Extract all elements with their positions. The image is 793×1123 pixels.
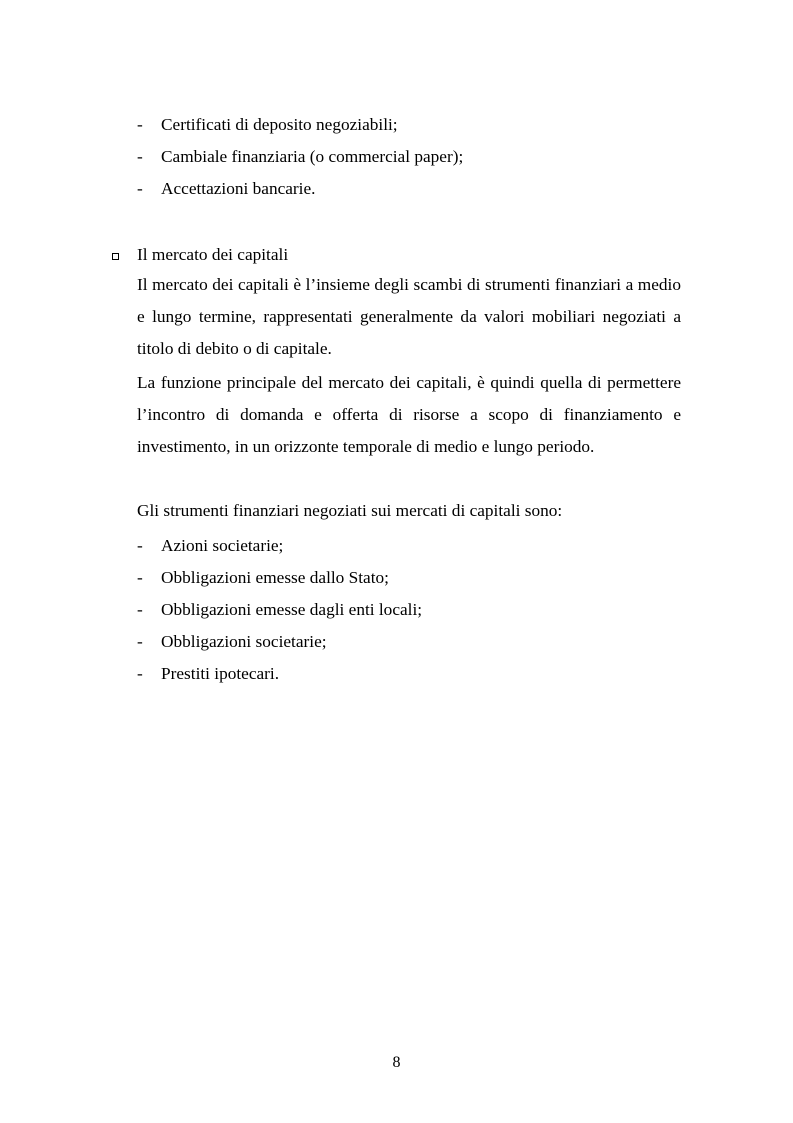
page-number: 8 — [392, 1054, 401, 1071]
list-item-text: Azioni societarie; — [161, 536, 284, 555]
list-item — [136, 173, 696, 205]
dash-bullet: - — [137, 632, 143, 651]
dash-bullet: - — [137, 179, 143, 198]
list-item — [136, 141, 696, 173]
paragraph-instruments-intro: Gli strumenti finanziari negoziati sui mercati di capitali sono: — [137, 501, 563, 520]
dash-bullet: - — [137, 536, 143, 555]
list-item-text: Accettazioni bancarie. — [161, 179, 316, 198]
dash-bullet: - — [137, 664, 143, 683]
list-item-text: Cambiale finanziaria (o commercial paper); — [161, 147, 464, 166]
dash-bullet: - — [137, 147, 143, 166]
list-item — [136, 109, 696, 141]
list-item — [136, 594, 696, 626]
dash-bullet: - — [137, 568, 143, 587]
list-item — [136, 626, 696, 658]
list-item-text: Obbligazioni emesse dagli enti locali; — [161, 600, 423, 619]
section-heading-text: Il mercato dei capitali — [137, 245, 289, 264]
dash-bullet: - — [137, 600, 143, 619]
list-item-text: Obbligazioni emesse dallo Stato; — [161, 568, 389, 587]
list-item-text: Certificati di deposito negoziabili; — [161, 115, 398, 134]
paragraph-function: La funzione principale del mercato dei capitali, è quindi quella di permettere l’incontro di domanda e offerta di risorse a scopo di finanziamento e investimento, in un orizzonte temporale di medio e lungo periodo. — [137, 373, 681, 457]
dash-bullet: - — [137, 115, 143, 134]
list-item-text: Prestiti ipotecari. — [161, 664, 280, 683]
list-item — [136, 562, 696, 594]
money-market-instruments-list — [136, 109, 696, 205]
paragraph-definition: Il mercato dei capitali è l’insieme degli scambi di strumenti finanziari a medio e lungo termine, rappresentati generalmente da valori mobiliari negoziati a titolo di debito o di capitale. — [137, 275, 681, 359]
list-item — [136, 658, 696, 690]
list-item-text: Obbligazioni societarie; — [161, 632, 327, 651]
capital-market-instruments-list — [136, 530, 696, 690]
list-item — [136, 530, 696, 562]
square-bullet-icon — [112, 253, 119, 260]
